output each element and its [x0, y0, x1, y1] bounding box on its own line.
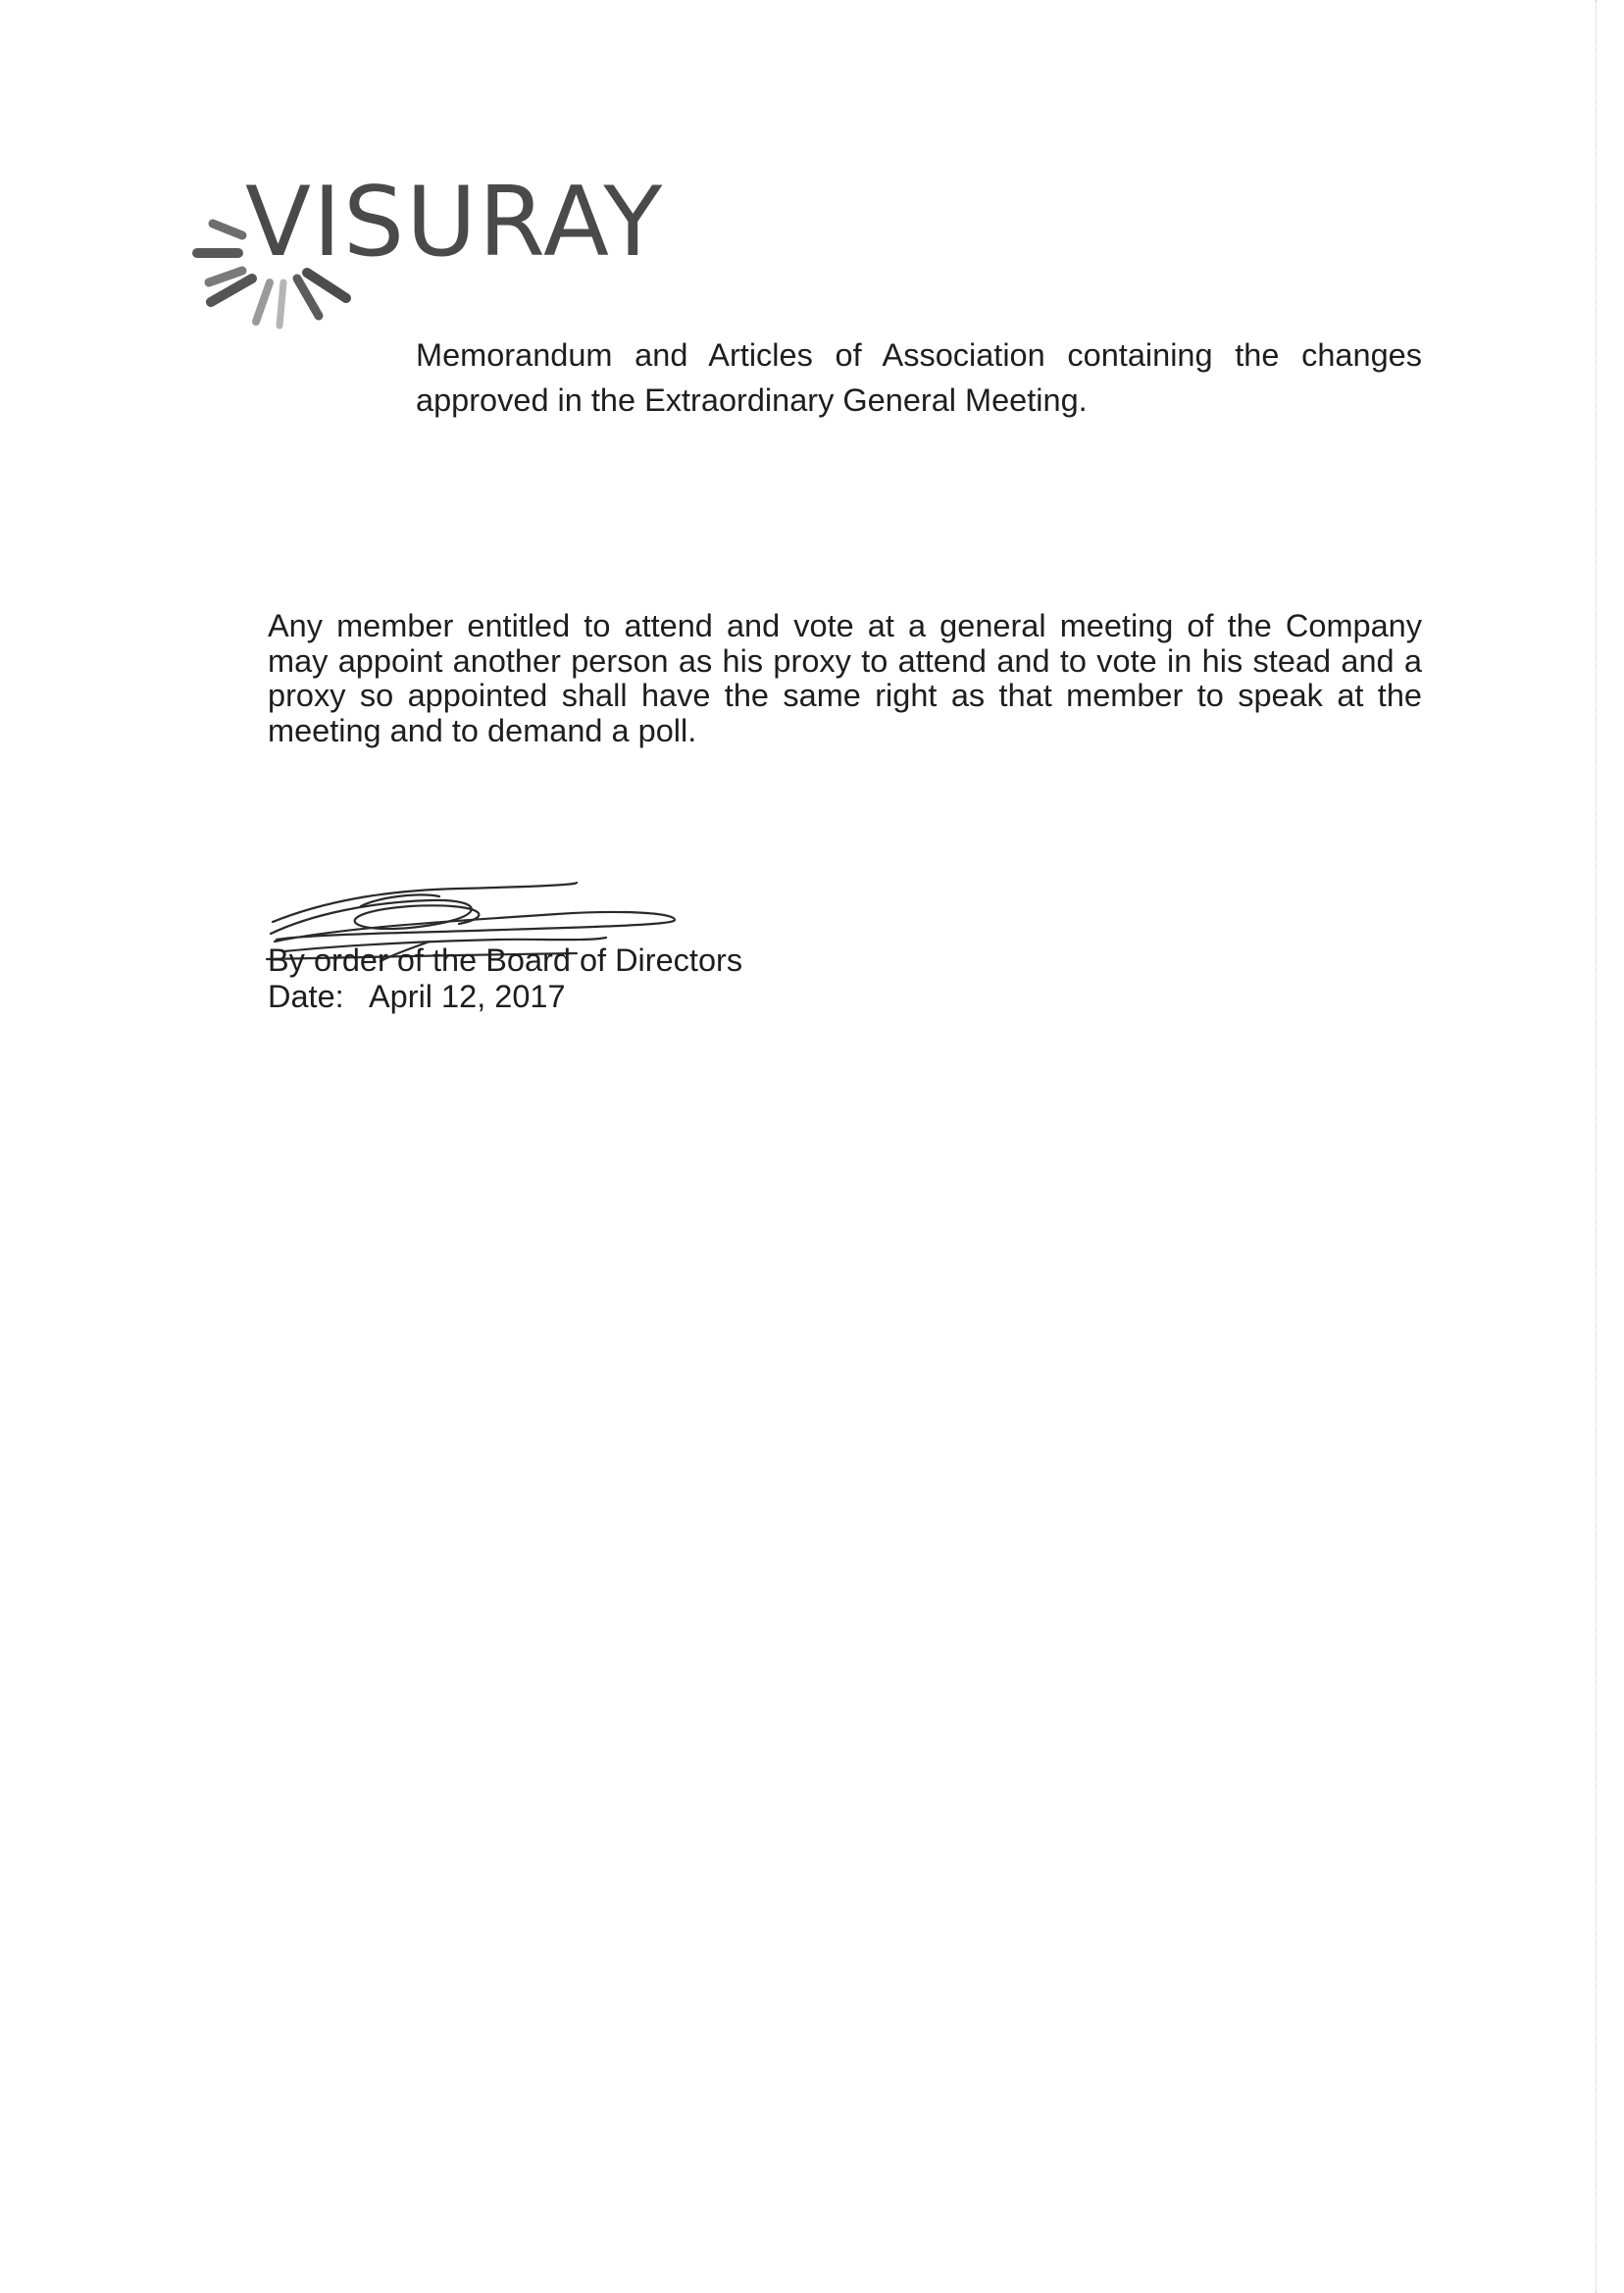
logo-wordmark: VISURAY	[245, 167, 665, 279]
date-label: Date:	[268, 979, 344, 1014]
by-order-line: By order of the Board of Directors	[268, 943, 743, 978]
intro-paragraph: Memorandum and Articles of Association containing the changes approved in the Extraordinary General Meeting.	[416, 337, 1422, 418]
date-line	[268, 979, 566, 1014]
page-right-edge	[1596, 0, 1599, 2293]
date-value: April 12, 2017	[369, 979, 566, 1014]
proxy-notice-paragraph: Any member entitled to attend and vote at a general meeting of the Company may appoint another person as his proxy to attend and to vote in his stead and a proxy so appointed shall have the same right as that member to speak at the meeting and to demand a poll.	[268, 608, 1422, 748]
